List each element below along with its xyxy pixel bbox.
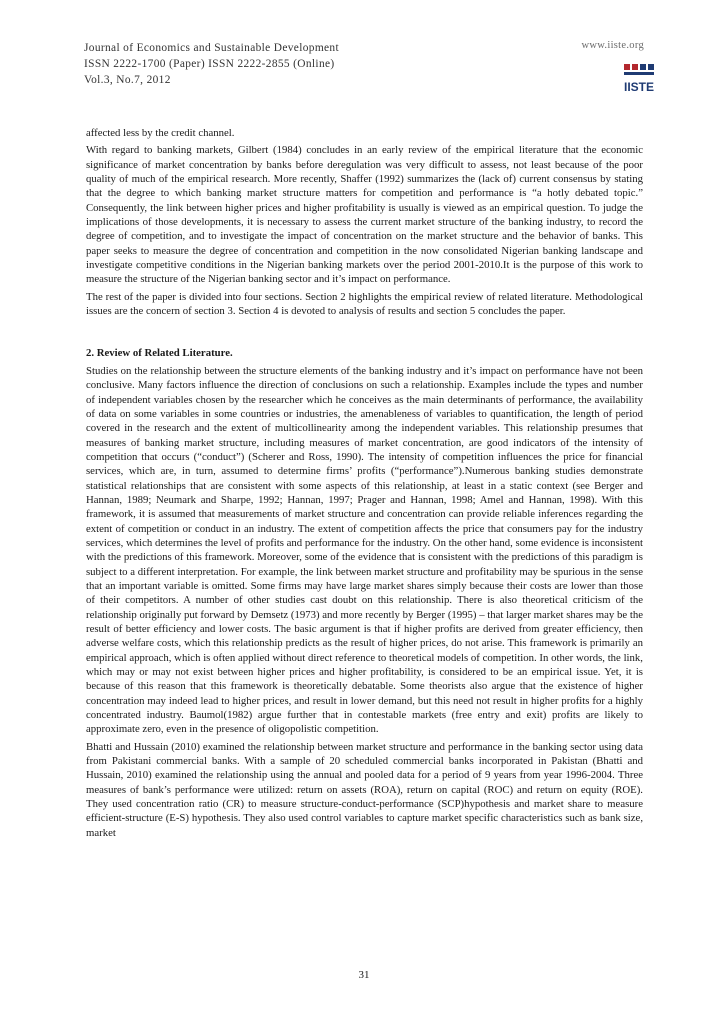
iiste-logo [624, 62, 660, 96]
paragraph: affected less by the credit channel. [86, 127, 235, 139]
volume-line: Vol.3, No.7, 2012 [84, 74, 171, 86]
paragraph: With regard to banking markets, Gilbert (1984) concludes in an early review of the empirical literature that the economic significance of market concentration by banks before deregulation was very difficult to assess, not least because of the poor quality of much of the empirical research. More recently, Shaffer (1992) summarizes the (lack of) current consensus by stating that the degree to which banking market structure matters for competition and performance is “a hotly debated topic.” Consequently, the link between higher prices and higher profitability is usually is viewed as an empirical question. To judge the implications of those developments, it is necessary to assess the current market structure of the banking industry, to record the degree of competition, and to investigate the impact of concentration on the market structure and the behavior of banks. This paper seeks to measure the degree of concentration and competition in the now consolidated Nigerian banking landscape and investigate competitive conditions in the Nigerian banking markets over the period 2001-2010.It is the purpose of this work to measure the structure of the Nigerian banking sector and it’s impact on performance. [86, 144, 643, 286]
website-link[interactable]: www.iiste.org [581, 40, 644, 51]
logo-text: IISTE [624, 80, 655, 94]
section-heading: 2. Review of Related Literature. [86, 347, 233, 360]
page-number: 31 [358, 969, 370, 981]
journal-title: Journal of Economics and Sustainable Development [84, 42, 339, 54]
article-body [86, 126, 643, 843]
page-header [84, 40, 655, 100]
paragraph: Bhatti and Hussain (2010) examined the relationship between market structure and performance in the banking sector using data from Pakistani commercial banks. With a sample of 20 scheduled commercial banks incorporated in Pakistan (Bhatti and Hussain, 2010) examined the relationship using the annual and pooled data for a period of 9 years from year 1996-2004. Three measures of bank’s performance were utilized: return on assets (ROA), return on capital (ROC) and return on equity (ROE). They used concentration ratio (CR) to measure structure-conduct-performance (SCP)hypothesis and market share to measure efficient-structure (E-S) hypothesis. They also used control variables to capture market specific characteristics such as bank size, market [86, 740, 643, 839]
paragraph: The rest of the paper is divided into four sections. Section 2 highlights the empirical review of related literature. Methodological issues are the concern of section 3. Section 4 is devoted to analysis of results and section 5 concludes the paper. [86, 290, 643, 318]
issn-line: ISSN 2222-1700 (Paper) ISSN 2222-2855 (Online) [84, 58, 335, 70]
paragraph: Studies on the relationship between the structure elements of the banking industry and it’s impact on performance have not been conclusive. Many factors influence the direction of conclusions on such a relationship. Examples include the types and number of independent variables chosen by the researcher which he conceives as the main determinants of performance, the availability of data on some variables in some countries or industries, the amenableness of variables to quantification, the length of period covered in the research and the extent of multicollinearity among the independent variables. This relationship presumes that measures of banking market structure, including measures of market concentration, are good indicators of the intensity of competition that occurs (“conduct”) (Scherer and Ross, 1990). The intensity of competition influences the price for financial services, which are, in turn, assumed to determine firms’ profits (“performance”).Numerous banking studies demonstrate statistical relationships that are consistent with some aspects of this relationship, at least in a static context (see Berger and Hannan, 1989; Neumark and Sharpe, 1992; Hannan, 1997; Prager and Hannan, 1998; Amel and Hannan, 1998). With this framework, it is assumed that measurements of market structure and concentration can provide reliable inferences regarding the extent of competition or conduct in an industry. The extent of competition affects the price that consumers pay for the industry services, which determines the level of profits and performance for the industry. On the other hand, some evidence is inconsistent with the predictions of this framework. Moreover, some of the evidence that is consistent with the predictions of this paradigm is subject to a different interpretation. For example, the link between market structure and profitability may be spurious in the sense that an important variable is omitted. Some firms may have large market shares simply because their costs are lower than those of their competitors. A number of other studies cast doubt on this relationship. There is also theoretical criticism of the relationship originally put forward by Demsetz (1973) and more recently by Berger (1995) – that larger market shares may be the result of better efficiency and lower costs. The basic argument is that if higher profits are derived from greater efficiency, then adverse welfare costs, which this relationship predicts as the result of higher prices, do not arise. This framework is primarily an empirical approach, which is often applied without direct reference to theoretical models of competition. In other words, the link, which may or may not exist between higher prices and higher profitability, is considered to be an empirical issue. Yet, it is because of this reason that this framework is theoretically debatable. Some theorists also argue that the existence of higher concentration may indeed lead to higher prices, and result in lower demand, but this need not result in higher profits for a highly concentrated industry. Baumol(1982) argue further that in contestable markets (free entry and exit) profits are likely to approximate zero, even in the presence of oligopolistic competition. [86, 364, 643, 736]
